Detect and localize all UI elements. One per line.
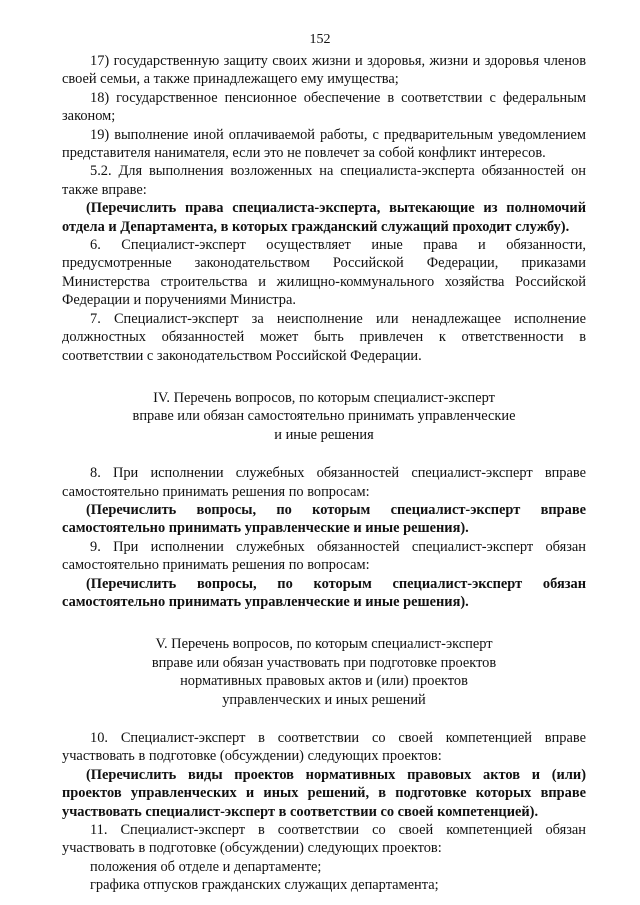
item-5-2: 5.2. Для выполнения возложенных на специалиста-эксперта обязанностей он также вправе:	[62, 163, 586, 198]
section-5-heading-line-3: нормативных правовых актов и (или) проектов	[180, 673, 468, 690]
item-10-placeholder: (Перечислить виды проектов нормативных правовых актов и (или) проектов управленческих и иных решений, в подготовке которых вправе участвовать специалист-эксперт в соответствии со своей компетенцией).	[62, 766, 586, 820]
section-5-heading-line-2: вправе или обязан участвовать при подготовке проектов	[151, 654, 497, 671]
section-5-heading-line-1: V. Перечень вопросов, по которым специалист-эксперт	[155, 636, 493, 653]
item-17: 17) государственную защиту своих жизни и здоровья, жизни и здоровья членов своей семьи, а также принадлежащего ему имущества;	[62, 53, 586, 88]
item-8: 8. При исполнении служебных обязанностей специалист-эксперт вправе самостоятельно принимать решения по вопросам:	[62, 465, 586, 500]
item-11: 11. Специалист-эксперт в соответствии со своей компетенцией обязан участвовать в подготовке (обсуждении) следующих проектов:	[62, 822, 586, 857]
item-8-placeholder: (Перечислить вопросы, по которым специалист-эксперт вправе самостоятельно принимать управленческие и иные решения).	[62, 501, 586, 537]
item-9: 9. При исполнении служебных обязанностей специалист-эксперт обязан самостоятельно принимать решения по вопросам:	[62, 538, 586, 574]
item-11-point-2: графика отпусков гражданских служащих департамента;	[90, 877, 439, 894]
section-5-heading-line-4: управленческих и иных решений	[222, 691, 426, 708]
item-6: 6. Специалист-эксперт осуществляет иные права и обязанности, предусмотренные законодательством Российской Федерации, приказами Министерства строительства и жилищно-коммунального хозяйства Российской Федерации и поручениями Министра.	[62, 237, 586, 309]
section-4-heading-line-3: и иные решения	[274, 426, 374, 443]
section-5-items	[62, 729, 586, 895]
rights-placeholder: (Перечислить права специалиста-эксперта, вытекающие из полномочий отдела и Департамента, в которых гражданский служащий проходит службу).	[62, 200, 586, 235]
items-top	[62, 52, 586, 365]
document-body	[62, 52, 586, 895]
section-4-heading-line-1: IV. Перечень вопросов, по которым специалист-эксперт	[153, 389, 495, 406]
section-4-heading	[62, 389, 586, 444]
item-10: 10. Специалист-эксперт в соответствии со своей компетенцией вправе участвовать в подготовке (обсуждении) следующих проектов:	[62, 730, 586, 765]
item-11-point-1: положения об отделе и департаменте;	[90, 858, 322, 875]
section-4-heading-line-2: вправе или обязан самостоятельно принимать управленческие	[132, 408, 516, 425]
page-number: 152	[309, 32, 331, 47]
item-9-placeholder: (Перечислить вопросы, по которым специалист-эксперт обязан самостоятельно принимать управленческие и иные решения).	[62, 575, 586, 610]
item-18: 18) государственное пенсионное обеспечение в соответствии с федеральным законом;	[62, 89, 586, 125]
item-19: 19) выполнение иной оплачиваемой работы, с предварительным уведомлением представителя нанимателя, если это не повлечет за собой конфликт интересов.	[62, 126, 586, 162]
section-4-items	[62, 464, 586, 611]
item-7: 7. Специалист-эксперт за неисполнение или ненадлежащее исполнение должностных обязанностей может быть привлечен к ответственности в соответствии с законодательством Российской Федерации.	[62, 310, 586, 364]
section-5-heading	[62, 635, 586, 709]
